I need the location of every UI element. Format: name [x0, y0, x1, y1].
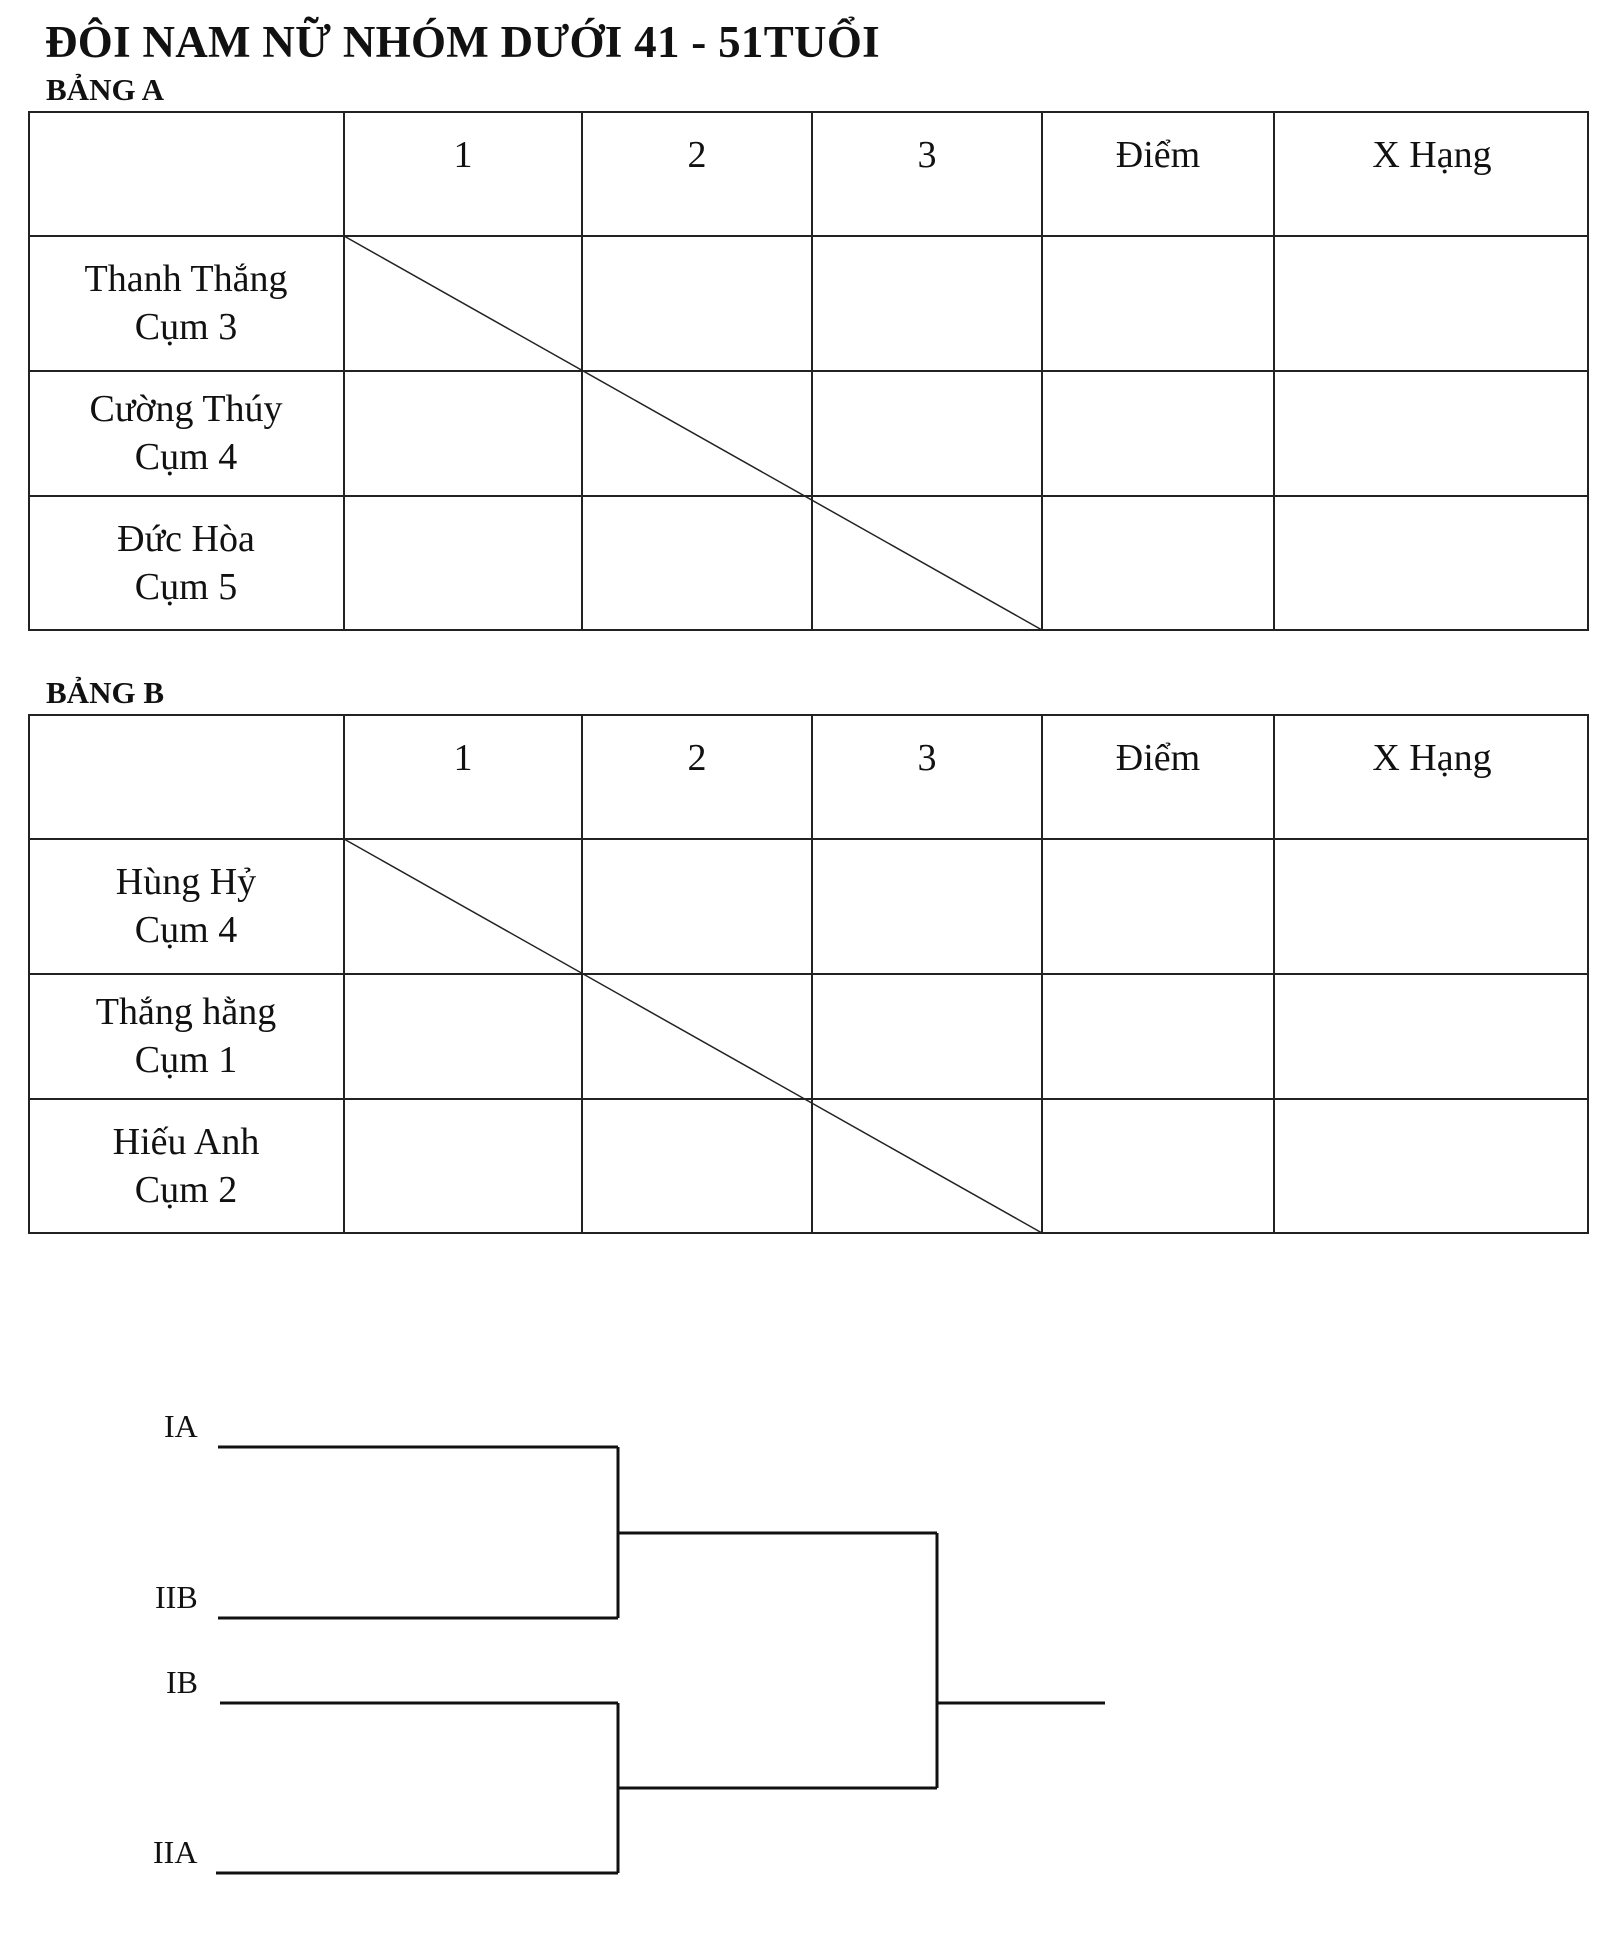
group-b-table: [28, 714, 1590, 1234]
header-points: Điểm: [1115, 737, 1201, 779]
team-cluster: Cụm 5: [134, 566, 238, 608]
team-cell: [28, 858, 344, 954]
header-col-2: 2: [687, 134, 707, 176]
team-name: Cường Thúy: [89, 388, 283, 430]
team-cell: [28, 1118, 344, 1214]
team-name: Hùng Hỷ: [115, 861, 257, 903]
team-cluster: Cụm 3: [134, 306, 238, 348]
header-col-2: 2: [687, 737, 707, 779]
header-col-3: 3: [917, 737, 937, 779]
team-cluster: Cụm 1: [134, 1039, 238, 1081]
page-title: ĐÔI NAM NỮ NHÓM DƯỚI 41 - 51TUỔI: [45, 17, 880, 67]
header-rank: X Hạng: [1372, 737, 1492, 779]
team-name: Đức Hòa: [117, 518, 255, 560]
knockout-bracket: [0, 1370, 1200, 1910]
team-cell: [28, 515, 344, 611]
header-col-3: 3: [917, 134, 937, 176]
seed-label: IIA: [153, 1834, 198, 1870]
team-name: Thanh Thắng: [84, 258, 288, 300]
team-cluster: Cụm 4: [134, 909, 238, 951]
group-b-label: BẢNG B: [46, 675, 164, 710]
header-col-1: 1: [453, 737, 473, 779]
seed-label: IA: [164, 1408, 198, 1444]
group-a-diagonal: [344, 236, 1042, 630]
team-cluster: Cụm 2: [134, 1169, 238, 1211]
team-cell: [28, 988, 344, 1084]
group-b-diagonal: [344, 839, 1042, 1233]
header-points: Điểm: [1115, 134, 1201, 176]
team-name: Hiếu Anh: [112, 1121, 260, 1163]
team-name: Thắng hằng: [95, 991, 277, 1033]
team-cluster: Cụm 4: [134, 436, 238, 478]
seed-label: IIB: [155, 1579, 198, 1615]
bracket-lines: [0, 1370, 1200, 1910]
team-cell: [28, 255, 344, 351]
header-rank: X Hạng: [1372, 134, 1492, 176]
seed-label: IB: [166, 1664, 198, 1700]
group-a-label: BẢNG A: [46, 72, 164, 107]
team-cell: [28, 385, 344, 481]
group-a-table: [28, 111, 1590, 631]
header-col-1: 1: [453, 134, 473, 176]
